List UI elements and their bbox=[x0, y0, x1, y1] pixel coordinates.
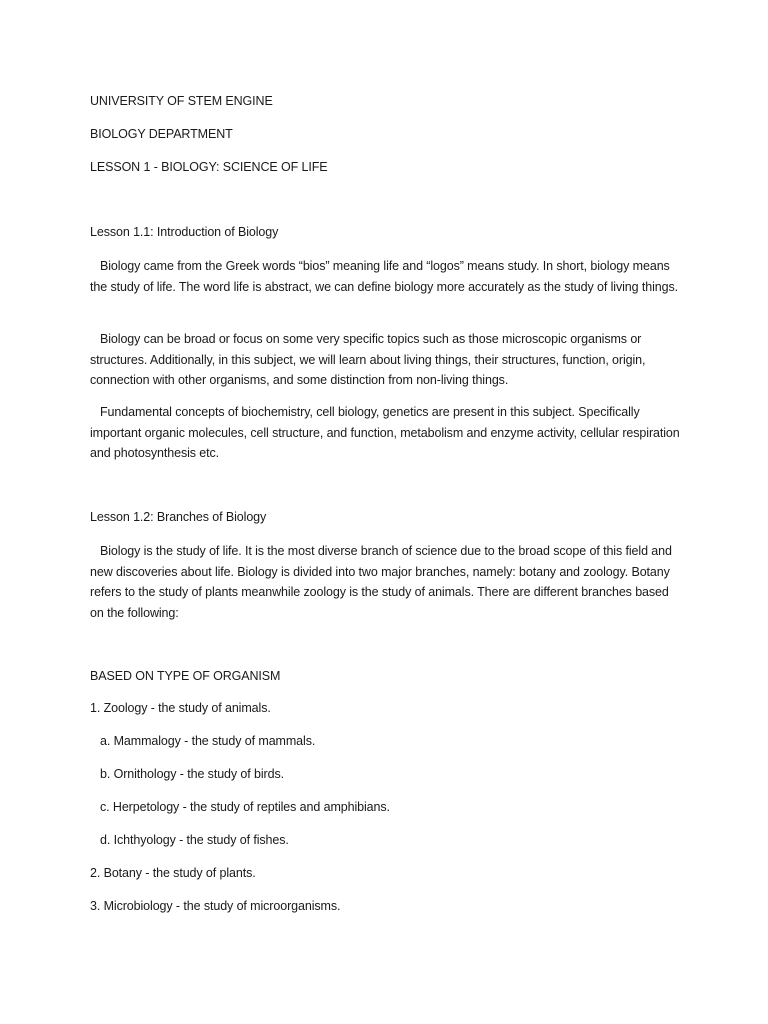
list-item: a. Mammalogy - the study of mammals. bbox=[100, 734, 316, 748]
lesson-1-1-paragraph-3: Fundamental concepts of biochemistry, cell biology, genetics are present in this subject. Specifically important organic molecules, cell structure, and function, metabolism and enzyme activity, cellular respiration and photosynthesis etc. bbox=[90, 405, 680, 460]
lesson-1-2-paragraph: Biology is the study of life. It is the most diverse branch of science due to the broad scope of this field and new discoveries about life. Biology is divided into two major branches, namely: botany and zoology. Botany refers to the study of plants meanwhile zoology is the study of animals. There are different branches based on the following: bbox=[90, 544, 672, 620]
list-item: 1. Zoology - the study of animals. bbox=[90, 701, 271, 715]
list-item: 2. Botany - the study of plants. bbox=[90, 866, 256, 880]
list-item: b. Ornithology - the study of birds. bbox=[100, 767, 284, 781]
list-item: 3. Microbiology - the study of microorganisms. bbox=[90, 899, 341, 913]
lesson-1-2-heading: Lesson 1.2: Branches of Biology bbox=[90, 510, 267, 524]
list-item: c. Herpetology - the study of reptiles and amphibians. bbox=[100, 800, 390, 814]
department-name: BIOLOGY DEPARTMENT bbox=[90, 127, 233, 141]
lesson-1-1-heading: Lesson 1.1: Introduction of Biology bbox=[90, 225, 279, 239]
university-name: UNIVERSITY OF STEM ENGINE bbox=[90, 94, 273, 108]
list-item: d. Ichthyology - the study of fishes. bbox=[100, 833, 289, 847]
lesson-title: LESSON 1 - BIOLOGY: SCIENCE OF LIFE bbox=[90, 160, 328, 174]
lesson-1-1-paragraph-2: Biology can be broad or focus on some very specific topics such as those microscopic organisms or structures. Additionally, in this subject, we will learn about living things, their structures, function, origin, connection with other organisms, and some distinction from non-living things. bbox=[90, 332, 646, 387]
lesson-1-1-paragraph-1: Biology came from the Greek words “bios” meaning life and “logos” means study. In short, biology means the study of life. The word life is abstract, we can define biology more accurately as the study of living things. bbox=[90, 259, 678, 294]
section-heading-organism: BASED ON TYPE OF ORGANISM bbox=[90, 669, 281, 683]
